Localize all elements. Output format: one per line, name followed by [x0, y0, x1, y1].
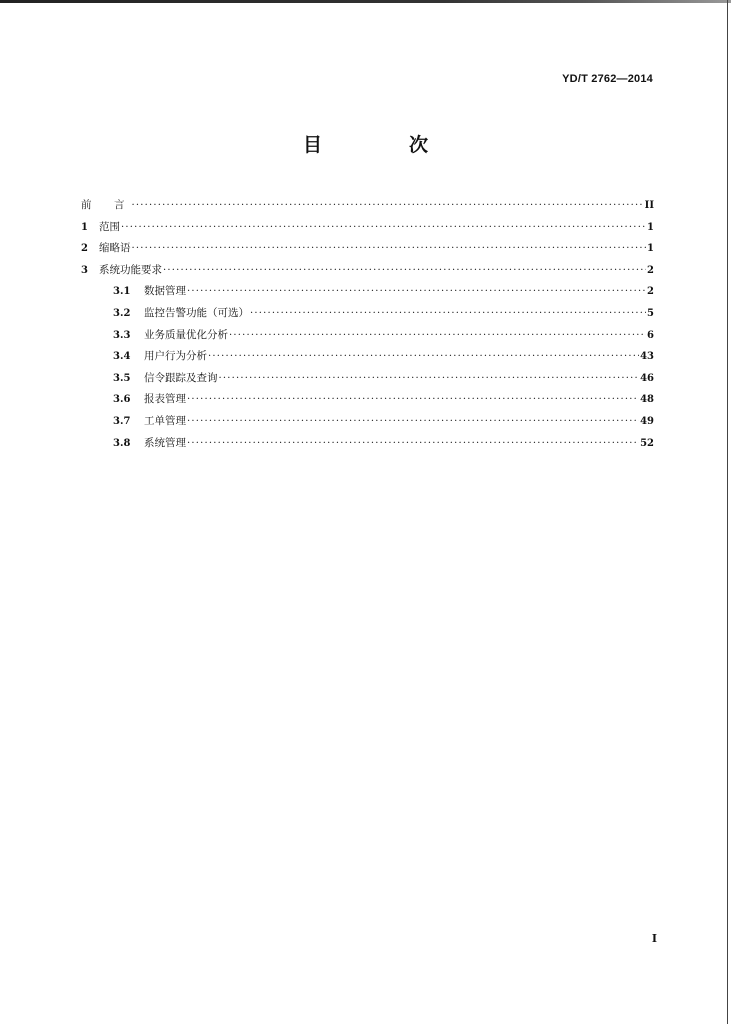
toc-entry-label: 范围 [99, 220, 120, 233]
toc-entry-label: 前 言 [81, 199, 131, 211]
toc-dot-leader [121, 217, 646, 239]
toc-entry[interactable] [81, 368, 654, 390]
toc-entry-page: 52 [640, 437, 654, 449]
toc-entry[interactable] [81, 411, 654, 433]
toc-entry-label: 监控告警功能（可选） [144, 306, 249, 319]
toc-entry-page: 46 [640, 372, 654, 384]
toc-entry[interactable] [81, 389, 654, 411]
toc-entry-label: 报表管理 [144, 393, 186, 406]
toc-entry[interactable] [81, 325, 654, 347]
toc-dot-leader [132, 238, 647, 260]
toc-entry-number: 3.8 [113, 437, 131, 449]
toc-entry-number: 3.1 [113, 286, 131, 298]
toc-entry-number: 3 [81, 264, 88, 276]
toc-entry-page: 5 [647, 307, 654, 319]
toc-dot-leader [219, 368, 640, 390]
toc-entry[interactable] [81, 303, 654, 325]
toc-entry[interactable] [81, 346, 654, 368]
toc-entry-number: 3.6 [113, 394, 131, 406]
page-number: I [651, 932, 657, 945]
toc-entry-number: 3.7 [113, 415, 131, 427]
toc-entry-label: 业务质量优化分析 [144, 328, 228, 341]
toc-entry-label: 信令跟踪及查询 [144, 371, 218, 384]
toc-entry[interactable] [81, 195, 654, 217]
toc-entry-page: 1 [647, 243, 654, 255]
table-of-contents [81, 195, 654, 454]
toc-entry-page: 43 [640, 351, 654, 363]
toc-entry-label: 数据管理 [144, 285, 186, 298]
toc-entry-page: 49 [640, 415, 654, 427]
toc-entry-label: 系统功能要求 [99, 263, 162, 276]
scan-top-edge [0, 0, 731, 3]
toc-entry-number: 3.2 [113, 307, 131, 319]
toc-entry-page: 48 [640, 394, 654, 406]
toc-entry[interactable] [81, 238, 654, 260]
toc-entry-label: 缩略语 [99, 242, 131, 255]
toc-entry-number: 3.5 [113, 372, 131, 384]
toc-entry-number: 3.4 [113, 351, 131, 363]
toc-entry-number: 2 [81, 243, 88, 255]
toc-dot-leader [250, 303, 646, 325]
toc-dot-leader [208, 346, 639, 368]
toc-dot-leader [187, 433, 639, 455]
toc-entry-number: 1 [81, 221, 88, 233]
toc-entry[interactable] [81, 217, 654, 239]
toc-entry-page: 2 [647, 264, 654, 276]
toc-entry[interactable] [81, 281, 654, 303]
toc-dot-leader [229, 325, 646, 347]
toc-entry[interactable] [81, 260, 654, 282]
toc-entry[interactable] [81, 433, 654, 455]
document-code: YD/T 2762—2014 [562, 73, 653, 85]
toc-entry-page: 6 [647, 329, 654, 341]
toc-entry-number: 3.3 [113, 329, 131, 341]
toc-dot-leader [187, 281, 646, 303]
toc-entry-label: 工单管理 [144, 414, 186, 427]
toc-dot-leader [163, 260, 646, 282]
toc-dot-leader [187, 389, 639, 411]
toc-entry-label: 用户行为分析 [144, 350, 207, 363]
toc-entry-page: 1 [647, 221, 654, 233]
toc-entry-page: II [644, 200, 654, 211]
toc-entry-label: 系统管理 [144, 436, 186, 449]
toc-title: 目 次 [302, 134, 462, 156]
toc-dot-leader [187, 411, 639, 433]
toc-dot-leader [132, 195, 644, 217]
toc-entry-page: 2 [647, 286, 654, 298]
